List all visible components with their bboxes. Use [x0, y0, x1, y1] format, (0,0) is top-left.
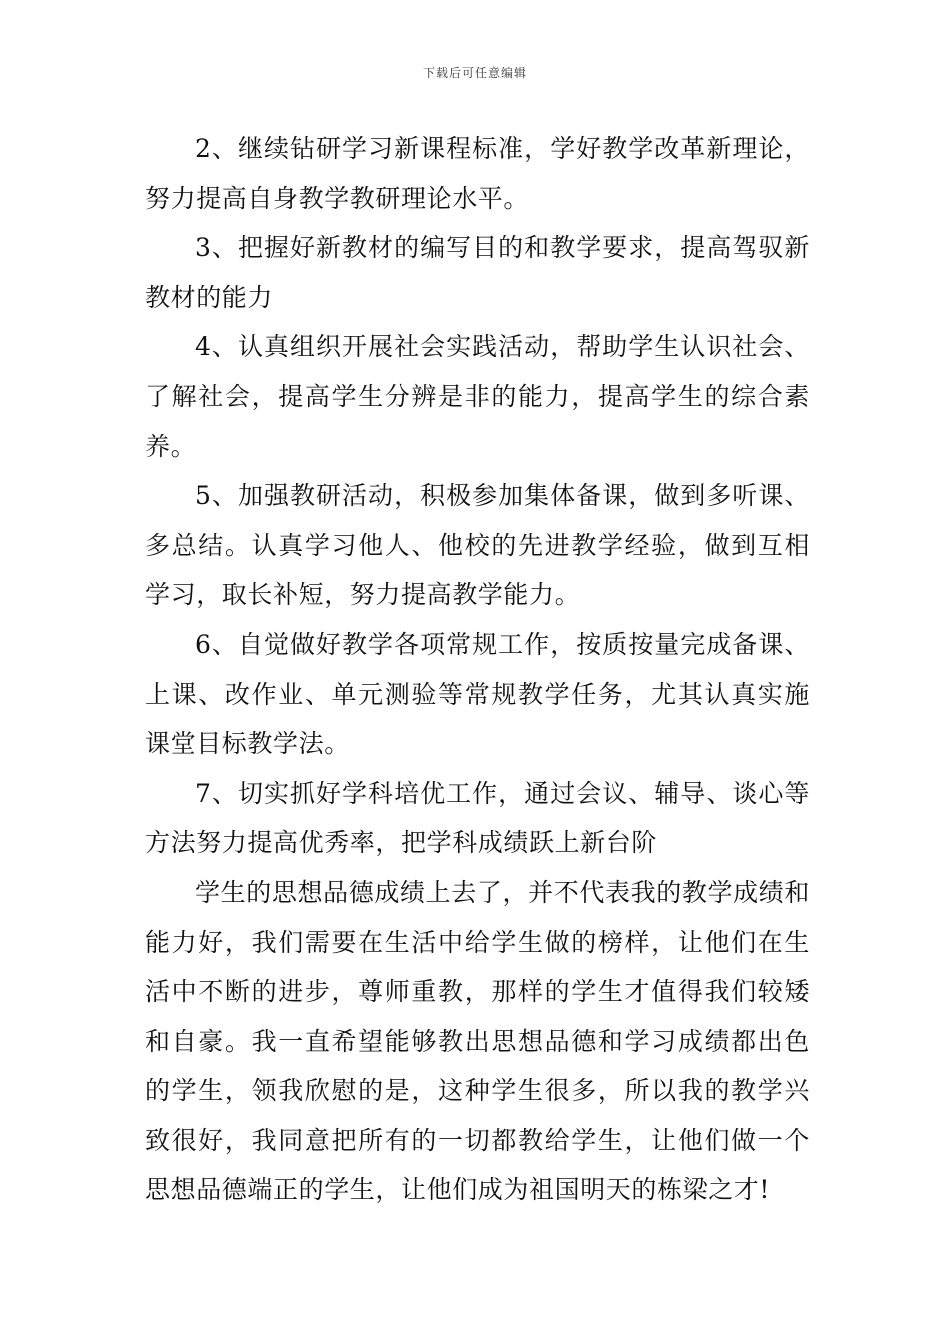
paragraph-item-3: 3、把握好新教材的编写目的和教学要求，提高驾驭新教材的能力	[145, 233, 810, 312]
header-note: 下载后可任意编辑	[422, 66, 527, 80]
paragraph-item-7: 7、切实抓好学科培优工作，通过会议、辅导、谈心等方法努力提高优秀率，把学科成绩跃上新台阶	[145, 778, 810, 858]
paragraph-item-6: 6、自觉做好教学各项常规工作，按质按量完成备课、上课、改作业、单元测验等常规教学任务，尤其认真实施课堂目标教学法。	[145, 629, 810, 759]
paragraph-item-2: 2、继续钻研学习新课程标准，学好教学改革新理论，努力提高自身教学教研理论水平。	[145, 134, 810, 213]
closing-paragraph: 学生的思想品德成绩上去了，并不代表我的教学成绩和能力好，我们需要在生活中给学生做的榜样，让他们在生活中不断的进步，尊师重教，那样的学生才值得我们较矮和自豪。我一直希望能够教出思想品德和学习成绩都出色的学生，领我欣慰的是，这种学生很多，所以我的教学兴致很好，我同意把所有的一切都教给学生，让他们做一个思想品德端正的学生，让他们成为祖国明天的栋梁之才!	[145, 877, 810, 1205]
paragraph-item-4: 4、认真组织开展社会实践活动，帮助学生认识社会、了解社会，提高学生分辨是非的能力，提高学生的综合素养。	[145, 332, 810, 461]
document-body	[145, 124, 810, 1215]
paragraph-item-5: 5、加强教研活动，积极参加集体备课，做到多听课、多总结。认真学习他人、他校的先进教学经验，做到互相学习，取长补短，努力提高教学能力。	[145, 481, 810, 610]
